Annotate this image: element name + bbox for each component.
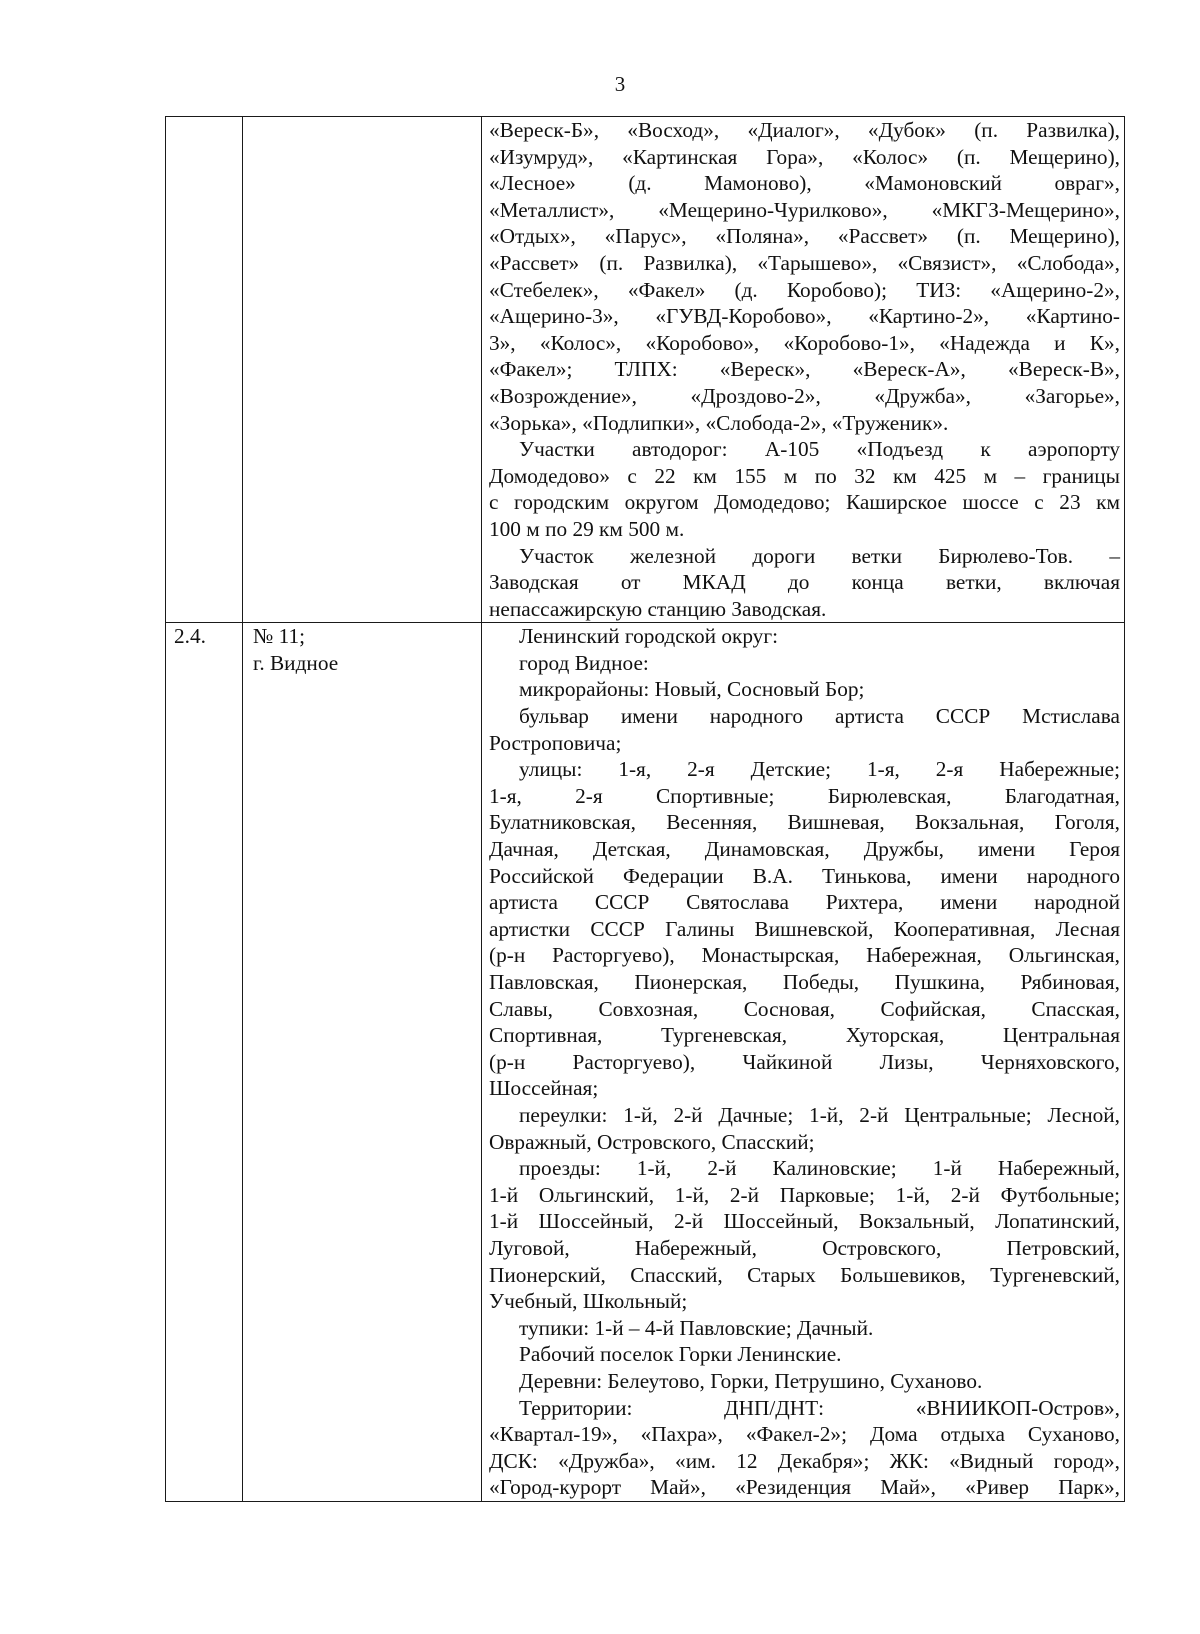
description-line: Участки автодорог: А-105 «Подъезд к аэропорту [519, 437, 1120, 462]
description-line: Дачная, Детская, Динамовская, Дружбы, имени Героя [489, 837, 1120, 862]
description-line: с городским округом Домодедово; Каширское шоссе с 23 км [489, 490, 1120, 515]
description-line: Деревни: Белеутово, Горки, Петрушино, Суханово. [519, 1368, 983, 1393]
description-line: «Отдых», «Парус», «Поляна», «Рассвет» (п. Мещерино), [489, 224, 1120, 249]
district-name-cell [243, 623, 482, 1502]
description-line: переулки: 1-й, 2-й Дачные; 1-й, 2-й Центральные; Лесной, [519, 1102, 1120, 1127]
district-description-cell [482, 623, 1125, 1502]
description-line: Домодедово» с 22 км 155 м по 32 км 425 м – границы [489, 463, 1120, 488]
description-line: «Металлист», «Мещерино-Чурилково», «МКГЗ-Мещерино», [489, 197, 1120, 222]
description-line: проезды: 1-й, 2-й Калиновские; 1-й Набережный, [519, 1156, 1120, 1181]
table-row [166, 117, 1125, 623]
description-line: Овражный, Островского, Спасский; [489, 1129, 815, 1154]
description-line: «Факел»; ТЛПХ: «Вереск», «Вереск-А», «Вереск-В», [489, 357, 1120, 382]
description-line: Павловская, Пионерская, Победы, Пушкина, Рябиновая, [489, 970, 1120, 994]
description-line: «Изумруд», «Картинская Гора», «Колос» (п. Мещерино), [489, 144, 1120, 169]
districts-table [165, 116, 1125, 1502]
description-line: Рабочий поселок Горки Ленинские. [519, 1342, 842, 1367]
description-line: артиста СССР Святослава Рихтера, имени народной [489, 890, 1120, 915]
description-line: «Вереск-Б», «Восход», «Диалог», «Дубок» (п. Развилка), [489, 118, 1120, 142]
description-line: «Квартал-19», «Пахра», «Факел-2»; Дома отдыха Суханово, [489, 1422, 1120, 1447]
description-line: Пионерский, Спасский, Старых Большевиков, Тургеневский, [489, 1262, 1120, 1287]
description-line: (р-н Расторгуево), Монастырская, Набережная, Ольгинская, [489, 943, 1120, 968]
description-line: «Ащерино-3», «ГУВД-Коробово», «Картино-2», «Картино- [489, 304, 1120, 329]
description-line: город Видное: [519, 650, 649, 675]
row-number: 2.4. [174, 624, 206, 649]
district-name-line: № 11; [253, 624, 306, 649]
description-line: Участок железной дороги ветки Бирюлево-Тов. – [519, 543, 1120, 568]
description-line: Ростроповича; [489, 730, 622, 755]
description-line: 1-й Ольгинский, 1-й, 2-й Парковые; 1-й, 2-й Футбольные; [489, 1182, 1120, 1207]
description-line: Заводская от МКАД до конца ветки, включая [489, 570, 1120, 595]
description-line: (р-н Расторгуево), Чайкиной Лизы, Черняховского, [489, 1049, 1120, 1074]
district-description-cell [482, 117, 1125, 623]
district-name-cell [243, 117, 482, 623]
description-line: 100 м по 29 км 500 м. [489, 516, 685, 541]
row-number-cell [166, 623, 243, 1502]
description-line: «Возрождение», «Дроздово-2», «Дружба», «Загорье», [489, 383, 1120, 408]
description-line: Спортивная, Тургеневская, Хуторская, Центральная [489, 1023, 1120, 1048]
description-line: ДСК: «Дружба», «им. 12 Декабря»; ЖК: «Видный город», [489, 1448, 1120, 1473]
description-line: 1-й Шоссейный, 2-й Шоссейный, Вокзальный, Лопатинский, [489, 1209, 1120, 1234]
row-number-cell [166, 117, 243, 623]
description-line: «Лесное» (д. Мамоново), «Мамоновский овраг», [489, 171, 1120, 196]
description-line: Ленинский городской округ: [519, 624, 778, 649]
description-line: Учебный, Школьный; [489, 1289, 688, 1314]
row-number [174, 117, 242, 144]
description-line: непассажирскую станцию Заводская. [489, 596, 827, 621]
description-line: Российской Федерации В.А. Тинькова, имени народного [489, 863, 1120, 888]
description-line: Луговой, Набережный, Островского, Петровский, [489, 1235, 1120, 1260]
description-line: «Стебелек», «Факел» (д. Коробово); ТИЗ: «Ащерино-2», [489, 277, 1120, 302]
description-line: тупики: 1-й – 4-й Павловские; Дачный. [519, 1315, 874, 1340]
description-line: «Зорька», «Подлипки», «Слобода-2», «Труженик». [489, 410, 949, 435]
description-line: Славы, Совхозная, Сосновая, Софийская, Спасская, [489, 996, 1120, 1021]
table-row [166, 623, 1125, 1502]
description-line: бульвар имени народного артиста СССР Мстислава [519, 704, 1120, 729]
description-line: «Рассвет» (п. Развилка), «Тарышево», «Связист», «Слобода», [489, 250, 1120, 275]
description-line: улицы: 1-я, 2-я Детские; 1-я, 2-я Набережные; [519, 757, 1120, 782]
description-line: 1-я, 2-я Спортивные; Бирюлевская, Благодатная, [489, 783, 1120, 808]
description-line: Булатниковская, Весенняя, Вишневая, Вокзальная, Гоголя, [489, 810, 1120, 835]
page-number: 3 [614, 72, 626, 96]
description-line: Шоссейная; [489, 1076, 599, 1101]
description-line: микрорайоны: Новый, Сосновый Бор; [519, 677, 865, 702]
description-line: артистки СССР Галины Вишневской, Кооперативная, Лесная [489, 916, 1120, 941]
description-line: 3», «Колос», «Коробово», «Коробово-1», «Надежда и К», [489, 330, 1120, 355]
district-name-line: г. Видное [253, 650, 339, 675]
description-line: Территории: ДНП/ДНТ: «ВНИИКОП-Остров», [519, 1395, 1120, 1420]
description-line: «Город-курорт Май», «Резиденция Май», «Ривер Парк», [489, 1475, 1120, 1500]
